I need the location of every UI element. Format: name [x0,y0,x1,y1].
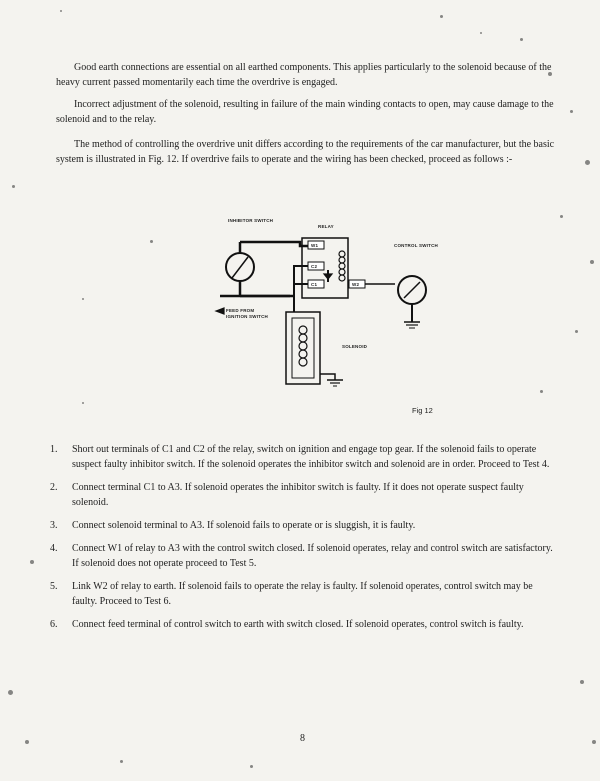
step-number: 2. [50,482,58,493]
test-step [50,541,560,571]
step-text: Connect W1 of relay to A3 with the control switch closed. If solenoid operates, relay and control switch are satisfactory. If solenoid does not operate proceed to Test 5. [72,543,553,569]
label-relay: RELAY [318,224,334,229]
label-control-switch: CONTROL SWITCH [394,243,438,248]
step-text: Link W2 of relay to earth. If solenoid fails to operate the relay is faulty. If solenoid operates, control switch may be faulty. Proceed to Test 6. [72,581,533,607]
test-step [50,518,560,533]
figure-caption: Fig 12 [412,406,433,415]
intro-paragraph-method: The method of controlling the overdrive unit differs according to the requirements of the car manufacturer, but the basic system is illustrated in Fig. 12. If overdrive fails to operate and the wiring has been checked, proceed as follows :- [56,139,555,165]
intro-paragraph-earth: Good earth connections are essential on all earthed components. This applies particularly to the solenoid because of the heavy current passed momentarily each time the overdrive is engaged. [56,62,552,88]
step-number: 3. [50,520,58,531]
label-feed: FEED FROM IGNITION SWITCH [226,308,268,319]
step-number: 6. [50,619,58,630]
label-c1: C1 [311,282,318,287]
label-inhibitor-switch: INHIBITOR SWITCH [228,218,274,223]
intro-paragraph-adjustment: Incorrect adjustment of the solenoid, resulting in failure of the main winding contacts to open, may cause damage to the solenoid and to the relay. [56,99,554,125]
test-steps-list [50,442,560,640]
step-text: Connect feed terminal of control switch to earth with switch closed. If solenoid operates, control switch is faulty. [72,619,524,630]
step-text: Connect solenoid terminal to A3. If solenoid fails to operate or is sluggish, it is faulty. [72,520,416,531]
test-step [50,480,560,510]
step-number: 1. [50,444,58,455]
step-text: Connect terminal C1 to A3. If solenoid operates the inhibitor switch is faulty. If it does not operate suspect faulty solenoid. [72,482,524,508]
label-w1: W1 [311,243,319,248]
test-step [50,617,560,632]
step-number: 5. [50,581,58,592]
label-w2: W2 [352,282,360,287]
test-step [50,442,560,472]
step-text: Short out terminals of C1 and C2 of the relay, switch on ignition and engage top gear. If the solenoid fails to operate suspect faulty inhibitor switch. If the solenoid operates the inhibitor switch and solenoid are in order. Proceed to Test 4. [72,444,550,470]
solenoid-symbol [286,312,320,384]
step-number: 4. [50,543,58,554]
test-step [50,579,560,609]
label-solenoid: SOLENOID [342,344,368,349]
page-number: 8 [300,733,305,744]
label-c2: C2 [311,264,318,269]
wiring-diagram [190,212,450,437]
